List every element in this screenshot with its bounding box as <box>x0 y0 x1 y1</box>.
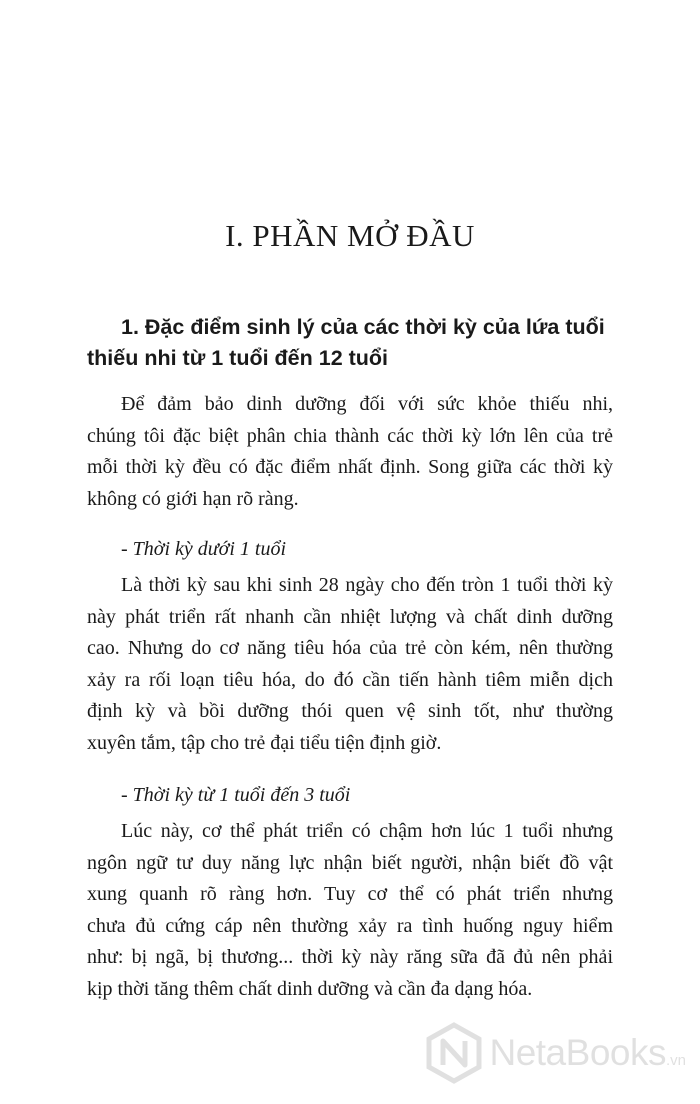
paragraph-line: không có giới hạn rõ ràng. <box>87 487 299 510</box>
paragraph-line: Để đảm bảo dinh dưỡng đối với sức khỏe thiếu nhi, <box>121 393 613 415</box>
section-heading-line: thiếu nhi từ 1 tuổi đến 12 tuổi <box>87 346 389 370</box>
paragraph-line: này phát triển rất nhanh cần nhiệt lượng và chất dinh dưỡng <box>87 605 613 628</box>
paragraph-line: chúng tôi đặc biệt phân chia thành các thời kỳ lớn lên của trẻ <box>87 424 613 447</box>
watermark-text <box>489 1032 686 1074</box>
watermark-brand: NetaBooks <box>489 1032 666 1073</box>
period-2-paragraph <box>87 816 613 1005</box>
paragraph-line: kịp thời tăng thêm chất dinh dưỡng và cần đa dạng hóa. <box>87 977 533 1000</box>
paragraph-line: mỗi thời kỳ đều có đặc điểm nhất định. Song giữa các thời kỳ <box>87 456 613 478</box>
intro-paragraph <box>87 389 613 515</box>
chapter-title: I. PHẦN MỞ ĐẦU <box>225 218 475 253</box>
paragraph-line: định kỳ và bồi dưỡng thói quen vệ sinh tốt, như thường <box>87 700 613 722</box>
period-1-label: - Thời kỳ dưới 1 tuổi <box>121 538 287 560</box>
period-2-label: - Thời kỳ từ 1 tuổi đến 3 tuổi <box>121 784 351 806</box>
paragraph-line: chưa đủ cứng cáp nên thường xảy ra tình huống nguy hiểm <box>87 914 613 937</box>
netabooks-logo-icon <box>425 1022 483 1084</box>
paragraph-line: Là thời kỳ sau khi sinh 28 ngày cho đến tròn 1 tuổi thời kỳ <box>121 574 613 596</box>
section-heading <box>87 312 627 374</box>
paragraph-line: xung quanh rõ ràng hơn. Tuy cơ thể có phát triển nhưng <box>87 883 613 905</box>
section-heading-line: 1. Đặc điểm sinh lý của các thời kỳ của lứa tuổi <box>121 315 605 339</box>
paragraph-line: ngôn ngữ tư duy năng lực nhận biết người, nhận biết đồ vật <box>87 851 613 874</box>
period-1-paragraph <box>87 570 613 759</box>
netabooks-watermark <box>425 1022 686 1084</box>
paragraph-line: xuyên tắm, tập cho trẻ đại tiểu tiện định giờ. <box>87 731 442 754</box>
watermark-suffix: .vn <box>665 1052 686 1069</box>
paragraph-line: cao. Nhưng do cơ năng tiêu hóa của trẻ còn kém, nên thường <box>87 637 613 659</box>
paragraph-line: xảy ra rối loạn tiêu hóa, do đó cần tiến hành tiêm miễn dịch <box>87 668 613 691</box>
paragraph-line: Lúc này, cơ thể phát triển có chậm hơn lúc 1 tuổi nhưng <box>121 820 613 842</box>
paragraph-line: như: bị ngã, bị thương... thời kỳ này răng sữa đã đủ nên phải <box>87 946 613 968</box>
